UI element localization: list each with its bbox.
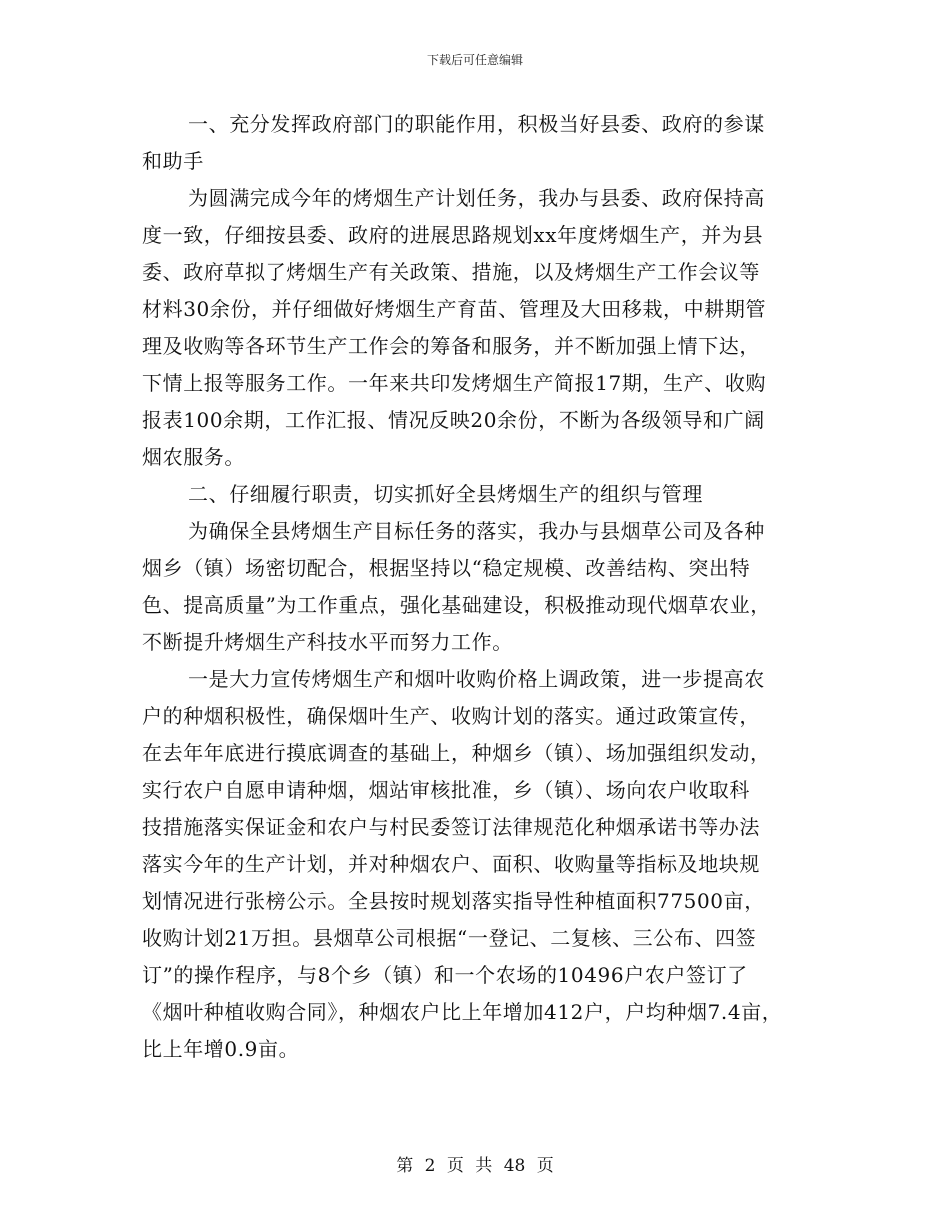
text-line: 技措施落实保证金和农户与村民委签订法律规范化种烟承诺书等办法: [142, 815, 760, 839]
document-body: [142, 106, 842, 1068]
text-line: 《烟叶种植收购合同》，种烟农户比上年增加412户，户均种烟7.4亩，: [142, 1000, 783, 1024]
text-line: 订”的操作程序，与8个乡（镇）和一个农场的10496户农户签订了: [142, 963, 748, 987]
text-line: 落实今年的生产计划，并对种烟农户、面积、收购量等指标及地块规: [142, 852, 760, 876]
text-line: 下情上报等服务工作。一年来共印发烤烟生产简报17期，生产、收购: [142, 371, 767, 395]
text-line: 委、政府草拟了烤烟生产有关政策、措施，以及烤烟生产工作会议等: [142, 260, 760, 284]
text-line: 和助手: [142, 149, 204, 173]
text-line: 二、仔细履行职责，切实抓好全县烤烟生产的组织与管理: [188, 482, 703, 506]
text-line: 为圆满完成今年的烤烟生产计划任务，我办与县委、政府保持高: [188, 186, 765, 210]
page-header: 下载后可任意编辑: [426, 53, 523, 67]
text-line: 实行农户自愿申请种烟，烟站审核批准，乡（镇）、场向农户收取科: [142, 778, 750, 802]
text-line: 材料30余份，并仔细做好烤烟生产育苗、管理及大田移栽，中耕期管: [142, 297, 767, 321]
text-line: 度一致，仔细按县委、政府的进展思路规划xx年度烤烟生产，并为县: [142, 223, 764, 247]
text-line: 收购计划21万担。县烟草公司根据“一登记、二复核、三公布、四签: [142, 926, 757, 950]
text-line: 不断提升烤烟生产科技水平而努力工作。: [142, 630, 513, 654]
text-line: 比上年增0.9亩。: [142, 1037, 300, 1061]
text-line: 户的种烟积极性，确保烟叶生产、收购计划的落实。通过政策宣传，: [142, 704, 760, 728]
text-line: 一、充分发挥政府部门的职能作用，积极当好县委、政府的参谋: [188, 112, 765, 136]
text-line: 色、提高质量”为工作重点，强化基础建设，积极推动现代烟草农业，: [142, 593, 771, 617]
page-footer: 第 2 页 共 48 页: [396, 1156, 554, 1176]
text-line: 在去年年底进行摸底调查的基础上，种烟乡（镇）、场加强组织发动，: [142, 741, 771, 765]
text-line: 划情况进行张榜公示。全县按时规划落实指导性种植面积77500亩，: [142, 889, 765, 913]
text-line: 为确保全县烤烟生产目标任务的落实，我办与县烟草公司及各种: [188, 519, 765, 543]
text-line: 烟农服务。: [142, 445, 245, 469]
text-line: 理及收购等各环节生产工作会的筹备和服务，并不断加强上情下达，: [142, 334, 760, 358]
text-line: 一是大力宣传烤烟生产和烟叶收购价格上调政策，进一步提高农: [188, 667, 765, 691]
text-line: 烟乡（镇）场密切配合，根据坚持以“稳定规模、改善结构、突出特: [142, 556, 751, 580]
text-line: 报表100余期，工作汇报、情况反映20余份，不断为各级领导和广阔: [142, 408, 765, 432]
